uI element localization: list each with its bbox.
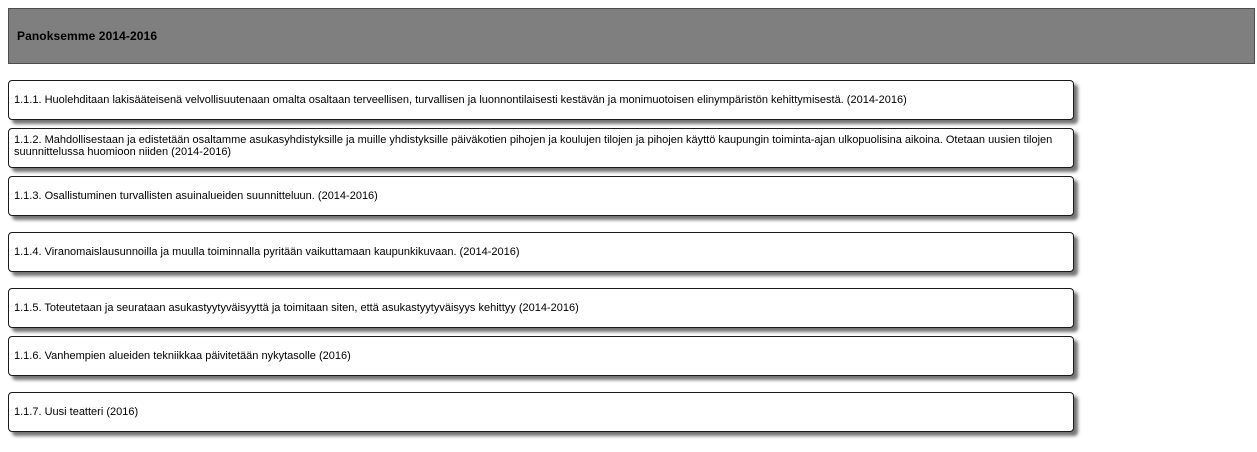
goal-item-text: 1.1.5. Toteutetaan ja seurataan asukastyytyväisyyttä ja toimitaan siten, että asukastyytyväisyys kehittyy (2014-2016) <box>14 302 579 314</box>
goal-item-1-1-7[interactable] <box>8 392 1074 432</box>
goal-item-text: 1.1.4. Viranomaislausunnoilla ja muulla toiminnalla pyritään vaikuttamaan kaupunkikuvaan. (2014-2016) <box>14 246 520 258</box>
goal-item-1-1-1[interactable] <box>8 80 1074 120</box>
page-title: Panoksemme 2014-2016 <box>17 29 158 43</box>
header-bar <box>8 8 1255 64</box>
goal-item-text: 1.1.3. Osallistuminen turvallisten asuinalueiden suunnitteluun. (2014-2016) <box>14 190 378 202</box>
goal-item-1-1-2[interactable] <box>8 128 1074 168</box>
goal-item-text: 1.1.6. Vanhempien alueiden tekniikkaa päivitetään nykytasolle (2016) <box>14 350 351 362</box>
goal-item-text: 1.1.2. Mahdollisestaan ja edistetään osaltamme asukasyhdistyksille ja muille yhdistyksille päiväkotien pihojen ja koulujen tilojen ja pihojen käyttö kaupungin toiminta-ajan ulkopuolisina aikoina. Otetaan uusien tilojen suunnittelussa huomioon niiden (2014-2016) <box>14 134 1053 158</box>
goal-item-1-1-5[interactable] <box>8 288 1074 328</box>
goal-item-1-1-6[interactable] <box>8 336 1074 376</box>
goal-item-text: 1.1.1. Huolehditaan lakisääteisenä velvollisuutenaan omalta osaltaan terveellisen, turvallisen ja luonnontilaisesti kestävän ja monimuotoisen elinympäristön kehittymisestä. (2014-2016) <box>14 94 907 106</box>
goal-item-text: 1.1.7. Uusi teatteri (2016) <box>14 406 139 418</box>
goal-item-1-1-3[interactable] <box>8 176 1074 216</box>
goal-item-1-1-4[interactable] <box>8 232 1074 272</box>
